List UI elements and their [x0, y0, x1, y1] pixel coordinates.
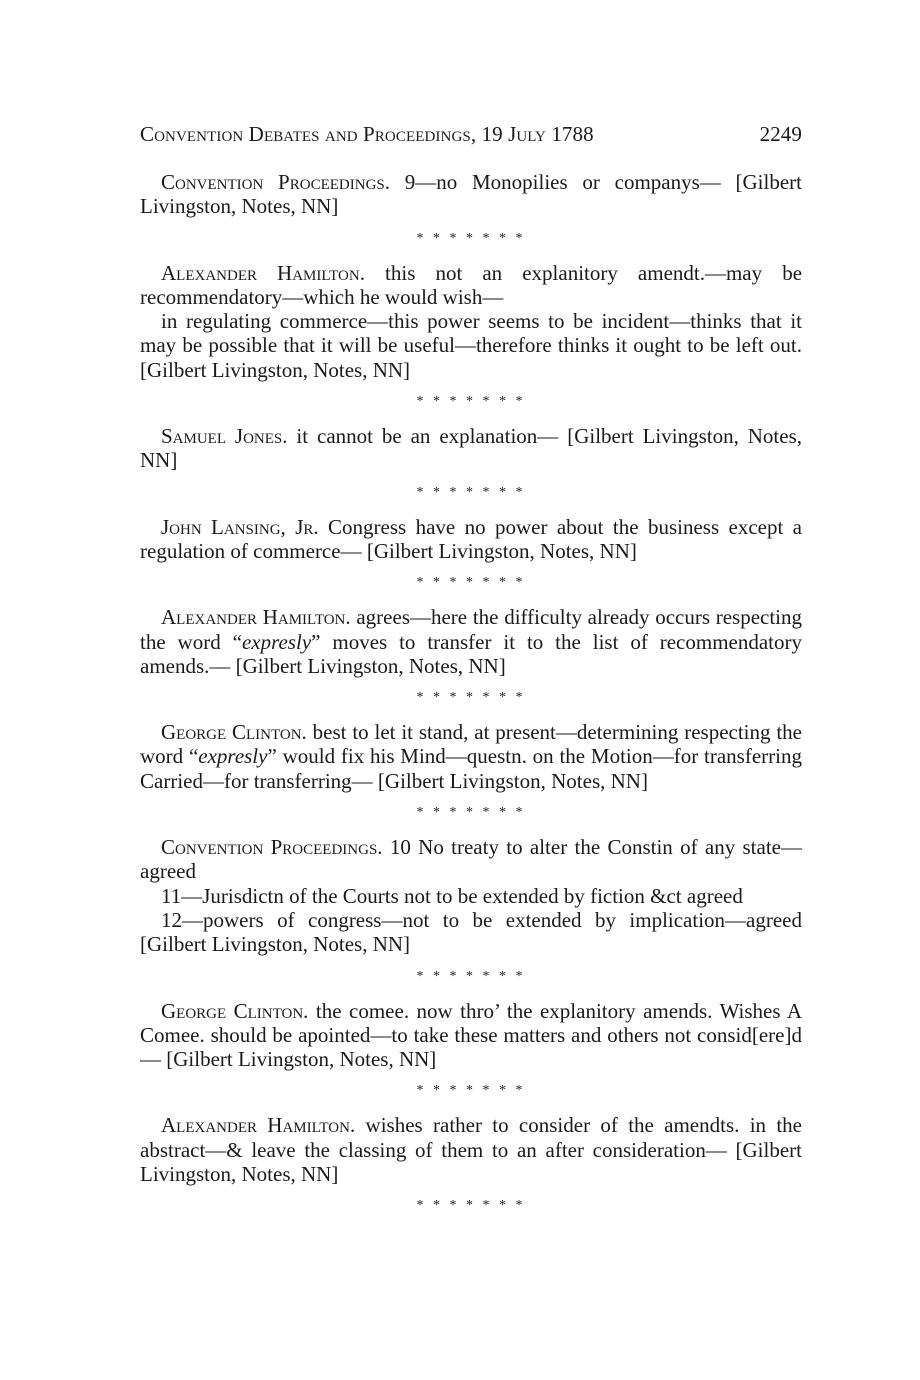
entry-text: 11—Jurisdictn of the Courts not to be extended by fiction &ct agreed — [161, 883, 743, 908]
section-separator: * * * * * * * — [416, 690, 526, 706]
section-separator: * * * * * * * — [416, 968, 526, 984]
speaker-name: John Lansing, Jr. — [161, 514, 319, 539]
speaker-name: George Clinton. — [161, 720, 307, 745]
entry-paragraph — [140, 999, 802, 1072]
entry-text: wishes rather to consider of the amendts. in the abstract—& leave the classing of them to an after consideration— [Gilbert Livingston, Notes, NN] — [140, 1113, 802, 1187]
entry-paragraph — [140, 170, 802, 219]
entry-text: 9—no Monopilies or companys— [Gilbert Livingston, Notes, NN] — [140, 170, 802, 219]
emphasized-word: expresly — [241, 629, 312, 654]
page-number: 2249 — [759, 122, 802, 146]
section-separator: * * * * * * * — [416, 1198, 526, 1214]
entry-text: ” moves to transfer it to the list of recommendatory amends.— [Gilbert Livingston, Notes, NN] — [140, 629, 802, 678]
document-body — [140, 170, 802, 1216]
entry-text: this not an explanitory amendt.—may be recommendatory—which he would wish— — [140, 260, 803, 309]
running-head-title: Convention Debates and Proceedings, 19 July 1788 — [140, 122, 594, 146]
entry-paragraph — [140, 720, 802, 793]
section-separator: * * * * * * * — [416, 230, 526, 246]
section-separator: * * * * * * * — [416, 394, 526, 410]
entry-paragraph — [140, 1113, 802, 1186]
entry-text: Congress have no power about the business except a regulation of commerce— [Gilbert Livingston, Notes, NN] — [140, 514, 803, 563]
entry-text: it cannot be an explanation— [Gilbert Livingston, Notes, NN] — [140, 424, 802, 473]
section-separator: * * * * * * * — [416, 1083, 526, 1099]
entry-paragraph — [140, 884, 802, 908]
speaker-name: George Clinton. — [161, 998, 309, 1023]
entry-paragraph — [140, 309, 802, 382]
entry-paragraph — [140, 908, 802, 957]
entry-paragraph — [140, 835, 802, 884]
entry-paragraph — [140, 261, 802, 310]
entry-text: 10 No treaty to alter the Constin of any state—agreed — [140, 835, 802, 884]
page — [140, 120, 802, 1228]
speaker-name: Convention Proceedings. — [161, 835, 383, 860]
entry-paragraph — [140, 605, 802, 678]
section-separator: * * * * * * * — [416, 484, 526, 500]
emphasized-word: expresly — [198, 744, 268, 769]
entry-paragraph — [140, 515, 802, 564]
speaker-name: Alexander Hamilton. — [161, 1113, 356, 1138]
entry-text: best to let it stand, at present—determining respecting the word “ — [140, 720, 803, 769]
section-separator: * * * * * * * — [416, 575, 526, 591]
speaker-name: Convention Proceedings. — [161, 170, 390, 194]
entry-text: in regulating commerce—this power seems to be incident—thinks that it may be possible that it will be useful—therefore thinks it ought to be left out. [Gilbert Livingston, Notes, NN] — [140, 309, 802, 382]
entry-paragraph — [140, 424, 802, 473]
entry-text: the comee. now thro’ the explanitory amends. Wishes A Comee. should be apointed—to take these matters and others not consid[ere]d— [Gilbert Livingston, Notes, NN] — [140, 998, 803, 1072]
entry-text: agrees—here the difficulty already occurs respecting the word “ — [140, 605, 803, 654]
running-header — [140, 120, 802, 148]
entry-text: ” would fix his Mind—questn. on the Motion—for transferring Carried—for transferring— [Gilbert Livingston, Notes, NN] — [140, 744, 802, 793]
section-separator: * * * * * * * — [416, 805, 526, 821]
speaker-name: Alexander Hamilton. — [161, 605, 351, 630]
speaker-name: Alexander Hamilton. — [161, 260, 365, 285]
entry-text: 12—powers of congress—not to be extended by implication—agreed [Gilbert Livingston, Notes, NN] — [140, 907, 802, 957]
speaker-name: Samuel Jones. — [161, 424, 288, 449]
